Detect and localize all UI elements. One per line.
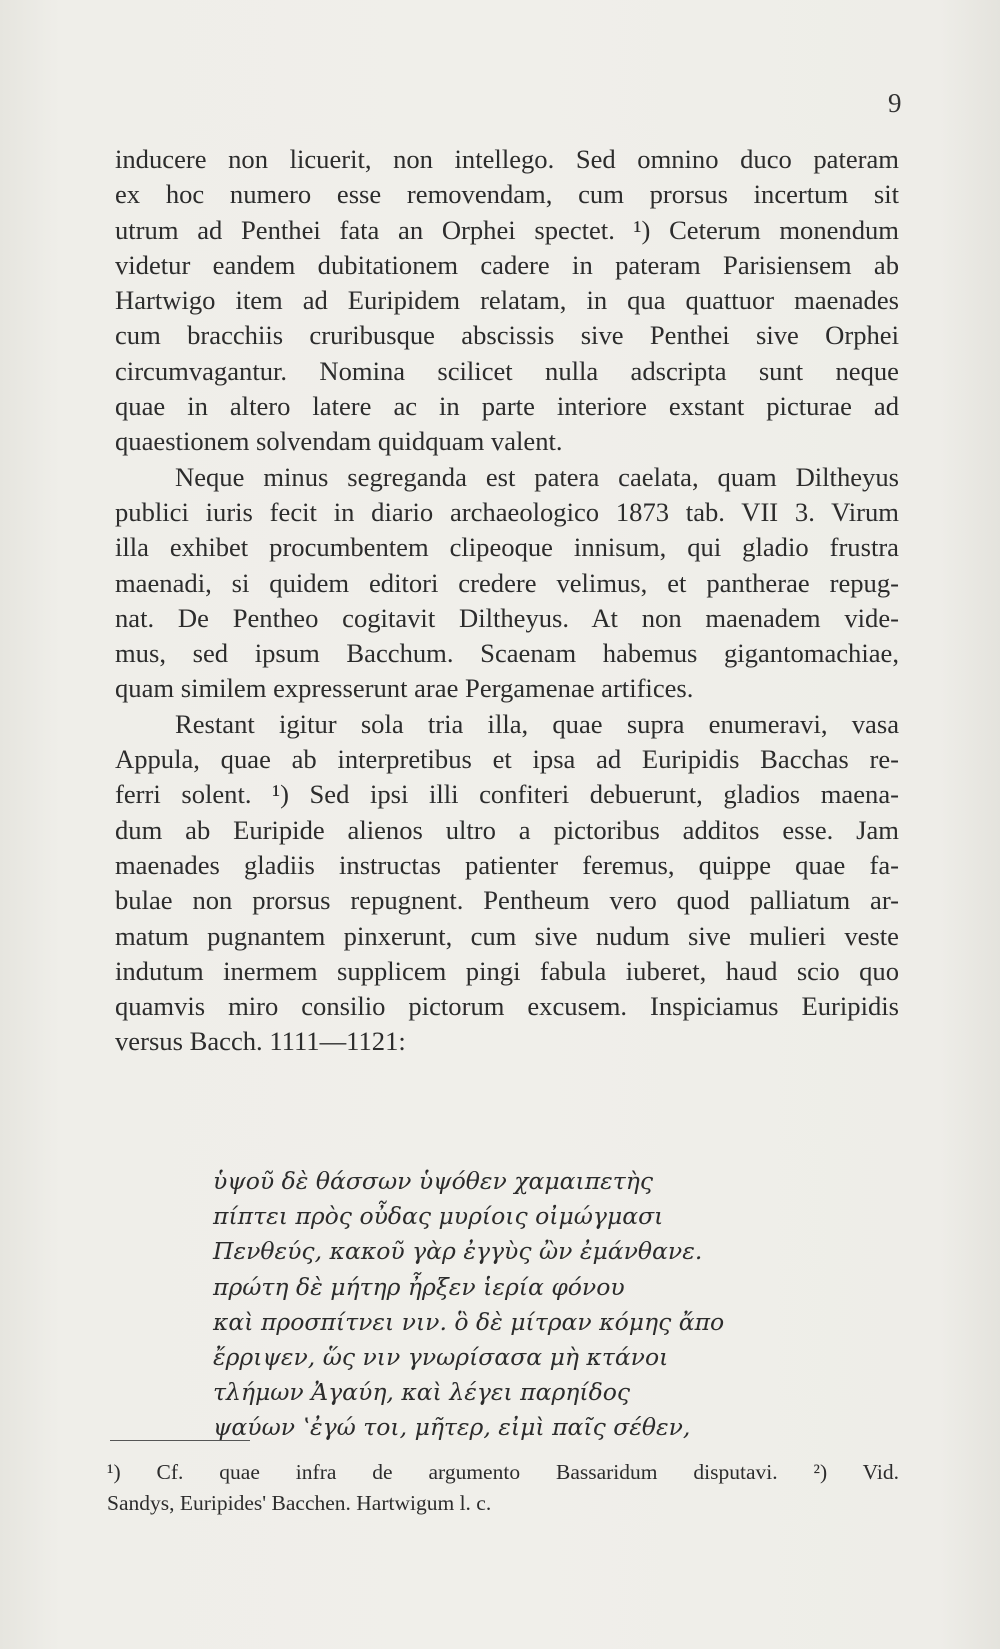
body-text: [115, 142, 899, 1060]
text-line: mus, sed ipsum Bacchum. Scaenam habemus gigantomachiae,: [115, 638, 899, 669]
verse-line: καὶ προσπίτνει νιν. ὃ δὲ μίτραν κόμης ἄπο: [213, 1307, 725, 1336]
footnote-line: Sandys, Euripides' Bacchen. Hartwigum l. c.: [107, 1491, 492, 1515]
text-line: quae in altero latere ac in parte interiore exstant picturae ad: [115, 391, 899, 422]
text-line: maenadi, si quidem editori credere velimus, et pantherae repug-: [115, 567, 899, 598]
verse-line: ἔρριψεν, ὥς νιν γνωρίσασα μὴ κτάνοι: [213, 1342, 669, 1371]
verse-line: τλήμων Ἀγαύη, καὶ λέγει παρηίδος: [213, 1378, 631, 1407]
text-line: ferri solent. ¹) Sed ipsi illi confiteri debuerunt, gladios maena-: [115, 779, 899, 810]
text-line: quam similem expresserunt arae Pergamenae artifices.: [115, 673, 694, 704]
text-line: inducere non licuerit, non intellego. Sed omnino duco pateram: [115, 144, 899, 174]
text-line: Appula, quae ab interpretibus et ipsa ad Euripidis Bacchas re-: [115, 744, 899, 775]
text-line: videtur eandem dubitationem cadere in pateram Parisiensem ab: [115, 249, 899, 280]
text-line: Restant igitur sola tria illa, quae supra enumeravi, vasa: [175, 708, 899, 739]
greek-verse-block: [213, 1164, 724, 1446]
verse-line: ὑψοῦ δὲ θάσσων ὑψόθεν χαμαιπετὴς: [213, 1167, 654, 1195]
footnote-divider: [110, 1440, 250, 1441]
text-line: nat. De Pentheo cogitavit Diltheyus. At non maenadem vide-: [115, 602, 899, 633]
footnote-line: ¹) Cf. quae infra de argumento Bassaridum disputavi. ²) Vid.: [107, 1460, 899, 1484]
verse-line: πίπτει πρὸς οὖδας μυρίοις οἰμώγμασι: [213, 1202, 664, 1231]
page-number: 9: [888, 88, 902, 118]
text-line: versus Bacch. 1111—1121:: [115, 1026, 406, 1057]
text-line: dum ab Euripide alienos ultro a pictoribus additos esse. Jam: [115, 814, 899, 845]
text-line: ex hoc numero esse removendam, cum prorsus incertum sit: [115, 179, 899, 210]
text-line: quaestionem solvendam quidquam valent.: [115, 426, 563, 457]
text-line: maenades gladiis instructas patienter feremus, quippe quae fa-: [115, 849, 899, 880]
text-line: Neque minus segreganda est patera caelata, quam Diltheyus: [175, 461, 899, 492]
text-line: indutum inermem supplicem pingi fabula iuberet, haud scio quo: [115, 955, 899, 986]
text-line: Hartwigo item ad Euripidem relatam, in qua quattuor maenades: [115, 285, 899, 316]
text-line: bulae non prorsus repugnent. Pentheum vero quod palliatum ar-: [115, 885, 899, 916]
verse-line: πρώτη δὲ μήτηρ ἦρξεν ἱερία φόνου: [213, 1272, 625, 1301]
text-line: circumvagantur. Nomina scilicet nulla adscripta sunt neque: [115, 355, 899, 386]
text-line: utrum ad Penthei fata an Orphei spectet. ¹) Ceterum monendum: [115, 214, 899, 245]
text-line: illa exhibet procumbentem clipeoque innisum, qui gladio frustra: [115, 532, 899, 563]
verse-line: ψαύων ʽἐγώ τοι, μῆτερ, εἰμὶ παῖς σέθεν,: [213, 1413, 691, 1442]
text-line: publici iuris fecit in diario archaeologico 1873 tab. VII 3. Virum: [115, 496, 899, 527]
footnotes: [107, 1457, 899, 1519]
text-line: quamvis miro consilio pictorum excusem. Inspiciamus Euripidis: [115, 991, 899, 1022]
text-line: cum bracchiis cruribusque abscissis sive Penthei sive Orphei: [115, 320, 899, 351]
verse-line: Πενθεύς, κακοῦ γὰρ ἐγγὺς ὢν ἐμάνθανε.: [213, 1237, 703, 1266]
text-line: matum pugnantem pinxerunt, cum sive nudum sive mulieri veste: [115, 920, 899, 951]
